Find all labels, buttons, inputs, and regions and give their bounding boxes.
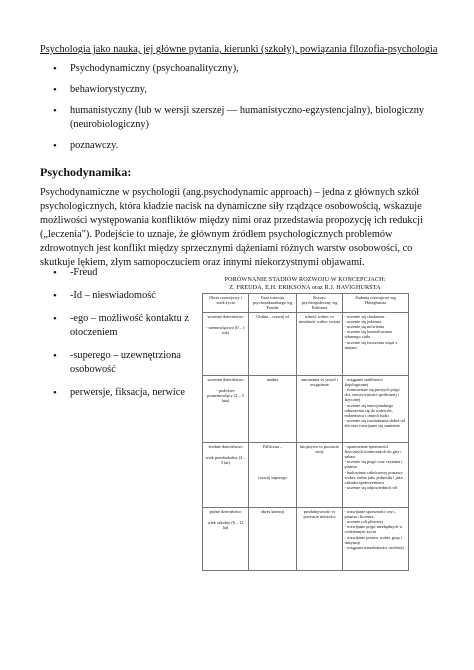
- erikson-cell: [297, 442, 343, 507]
- cell-text: - formowanie się prostych pojęć dot. rzeczywistości społecznej i fizycznej: [344, 387, 400, 403]
- havighurst-cell: [343, 312, 409, 375]
- definition-paragraph: Psychodynamiczne w psychologii (ang.psychodynamic approach) – jedna z głównych szkół psychologicznych, która kładzie nacisk na dynamiczne siły rządzące osobowością, wskazuje możliwości występowania konfliktów między nimi oraz przedstawia propozycję ich redukcji („leczenia"). Podejście to uznaje, że głównym źródłem psychologicznych problemów zdrowotnych jest konflikt między sprzecznymi dążeniami różnych warstw osobowości, co skutkuje lękiem, złym samopoczuciem oraz innymi niekorzystnymi objawami.: [40, 187, 423, 268]
- cell-text: średnie dzieciństwo: [208, 443, 243, 449]
- cell-text: - rozwijanie pojęć niezbędnych w codziennym życiu: [344, 524, 403, 535]
- figure-title-line: PORÓWNANIE STADIÓW ROZWOJU W KONCEPCJACH:: [224, 276, 386, 283]
- table-header-cell: Kryzys psychospołeczny wg Eriksona: [297, 294, 343, 313]
- cell-text: okres latencji: [260, 508, 285, 514]
- cell-text: - opanowanie sprawności fizycznych koniecznych do gier i zabaw: [344, 443, 402, 460]
- cell-text: - uczenie się chodzenia: [344, 313, 385, 319]
- cell-text: produktywność vs poczucie niższości: [303, 508, 336, 519]
- cell-text: - rozwijanie sprawności czyt., pisania i liczenia: [344, 508, 396, 519]
- table-header-row: [203, 294, 409, 313]
- havighurst-cell: [343, 442, 409, 507]
- figure-title: [202, 276, 408, 291]
- cell-text: inicjatywa vs poczucie winy: [299, 443, 340, 454]
- erikson-cell: [297, 507, 343, 570]
- table-row: [203, 507, 409, 570]
- freud-cell: [249, 507, 297, 570]
- cell-text: analna: [266, 376, 279, 382]
- cell-text: Falliczna –: [263, 443, 282, 449]
- freud-cell: [249, 375, 297, 442]
- cell-text: wiek przedszkolny (4 – 5 lat): [205, 454, 246, 466]
- table-header-cell: Faza rozwoju psychoseksualnego wg Freuda: [249, 294, 297, 313]
- period-cell: [203, 312, 249, 375]
- figure-title-line: Z. FREUDA, E.H. ERIKSONA oraz R.J. HAVIGHURSTA: [229, 283, 381, 291]
- cell-text: - uczenie się odpowiednich ról: [344, 485, 398, 491]
- cell-text: autonomia vs wstyd i zwątpienie: [301, 376, 338, 387]
- list-item: • Psychodynamiczny (psychoanalityczny),: [56, 62, 442, 76]
- cell-text: - podokres poniemowlęcy (2 – 3 lata): [207, 387, 244, 404]
- cell-text: ufność wobec vs nieufność wobec świata: [298, 313, 341, 324]
- stages-table: [202, 293, 409, 571]
- cell-text: - rozwijanie postaw wobec grup i instytucji: [344, 534, 402, 545]
- terms-list: [56, 266, 216, 409]
- list-item: • behawiorystyczny,: [56, 83, 442, 97]
- cell-text: - uczenie się jedzenia: [344, 318, 382, 324]
- cell-text: - uczenie się emocjonalnego odnoszenia się do rodziców, rodzeństwa i innych ludzi: [344, 402, 394, 419]
- list-item: • -Freud: [56, 266, 216, 280]
- period-cell: [203, 507, 249, 570]
- list-item: • poznawczy.: [56, 139, 442, 153]
- freud-cell: [249, 312, 297, 375]
- list-item: • -superego – uzewnętrziona osobowość: [56, 349, 216, 377]
- cell-text: - uczenie się rozróżniania dobra od zła oraz rozwijanie się sumienia: [344, 418, 405, 429]
- table-row: [203, 312, 409, 375]
- cell-text: późne dzieciństwo: [209, 508, 242, 514]
- cell-text: Oralna – rozwój id: [256, 313, 289, 319]
- list-item: • perwersje, fiksacja, nerwice: [56, 386, 216, 400]
- period-cell: [203, 442, 249, 507]
- table-header-cell: Zadania rozwojowe wg Havighursta: [343, 294, 409, 313]
- cell-text: - budowanie całościowej postawy wobec siebie jako jednostki i jako członka społeczeństwa: [344, 469, 403, 486]
- cell-text: - uczenie się pojęć oraz czytania i pisania: [344, 459, 403, 470]
- comparison-figure: [202, 276, 408, 571]
- document-heading: Psychologia jako nauka, jej główne pytania, kierunki (szkoły), powiązania filozofia-psychologia: [40, 44, 438, 55]
- cell-text: wczesne dzieciństwo: [207, 313, 244, 319]
- freud-cell: [249, 442, 297, 507]
- cell-text: - uczenie się kontrolowania własnego ciała: [344, 329, 392, 340]
- erikson-cell: [297, 312, 343, 375]
- cell-text: - osiąganie stabilności fizjologicznej: [344, 376, 383, 387]
- list-item: • humanistyczny (lub w wersji szerszej — humanistyczno-egzystencjalny), biologiczny (neurobiologiczny): [56, 104, 442, 132]
- cell-text: wczesne dzieciństwo: [207, 376, 244, 382]
- table-header-cell: Okres rozwojowy i wiek życia: [203, 294, 249, 313]
- cell-text: - uczenie się tworzenia więzi z innymi: [344, 339, 398, 350]
- approaches-list: [56, 62, 442, 160]
- list-item: • -ego – możliwość kontaktu z otoczeniem: [56, 312, 216, 340]
- period-cell: [203, 375, 249, 442]
- cell-text: rozwój superego: [258, 474, 287, 480]
- havighurst-cell: [343, 507, 409, 570]
- cell-text: - osiąganie niezależności osobistej: [344, 545, 404, 551]
- havighurst-cell: [343, 375, 409, 442]
- cell-text: - uczenie roli płciowej: [344, 519, 384, 525]
- cell-text: wiek szkolny (6 – 12 lat): [207, 519, 244, 531]
- erikson-cell: [297, 375, 343, 442]
- cell-text: - niemowlęctwo (0 – 1 rok): [206, 324, 245, 336]
- cell-text: - uczenie się mówienia: [344, 324, 384, 330]
- table-row: [203, 442, 409, 507]
- list-item: • -Id – nieswiadomość: [56, 289, 216, 303]
- section-title: Psychodynamika:: [40, 165, 132, 179]
- table-row: [203, 375, 409, 442]
